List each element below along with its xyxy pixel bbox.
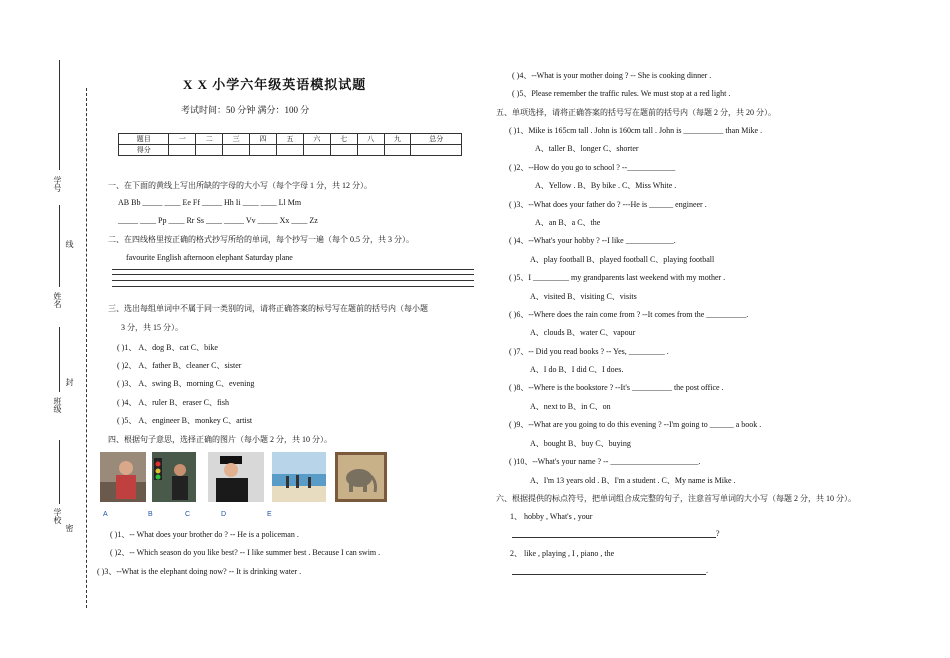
margin-label-student-number: 学号: [53, 176, 62, 192]
section-6-heading: 六、根据提供的标点符号，把单词组合成完整的句子，注意首写单词的大小写（每题 2 分，共 10 分）。: [496, 494, 856, 503]
answer-line[interactable]: [512, 537, 716, 538]
s5-question[interactable]: ( )3、--What does your father do ? ---He is ______ engineer .: [509, 200, 707, 209]
binding-margin-line: [86, 88, 87, 608]
picture-c-policeman: [208, 452, 264, 502]
s5-question[interactable]: ( )6、--Where does the rain come from ? --It comes from the __________.: [509, 310, 749, 319]
margin-label-name: 姓名: [53, 292, 62, 308]
score-row-label: 得分: [119, 145, 169, 156]
picture-b-traffic-light: [152, 452, 196, 502]
score-header-cell: 二: [196, 134, 223, 145]
picture-a-boy: [100, 452, 146, 502]
s3-question[interactable]: ( )3、 A、swing B、morning C、evening: [117, 379, 255, 388]
score-cell[interactable]: [330, 145, 357, 156]
margin-blank-student-number: [59, 60, 60, 170]
score-cell[interactable]: [411, 145, 462, 156]
s4-question[interactable]: ( )2、-- Which season do you like best? -- I like summer best . Because I can swim .: [110, 548, 381, 557]
margin-blank-name: [59, 205, 60, 287]
s5-question[interactable]: ( )7、-- Did you read books ? -- Yes, _________ .: [509, 347, 669, 356]
s4-question[interactable]: ( )4、--What is your mother doing ? -- She is cooking dinner .: [512, 71, 712, 80]
section-3-heading: 三、选出每组单词中不属于同一类别的词，请将正确答案的标号写在题前的括号内（每小题: [108, 304, 428, 313]
margin-blank-class: [59, 327, 60, 392]
s5-question[interactable]: ( )4、--What's your hobby ? --I like ____________.: [509, 236, 676, 245]
s5-question[interactable]: ( )1、Mike is 165cm tall . John is 160cm tall . John is __________ than Mike .: [509, 126, 763, 135]
score-cell[interactable]: [357, 145, 384, 156]
s5-options: A、taller B、longer C、shorter: [535, 144, 639, 153]
score-header-cell: 总分: [411, 134, 462, 145]
score-cell[interactable]: [250, 145, 277, 156]
alphabet-line-1[interactable]: AB Bb _____ ____ Ee Ff _____ Hh Ii ____ ____ Ll Mm: [118, 198, 302, 207]
alphabet-line-2[interactable]: _____ ____ Pp ____ Rr Ss ____ _____ Vv _____ Xx ____ Zz: [118, 216, 318, 225]
s5-options: A、play football B、played football C、playing football: [530, 255, 715, 264]
score-cell[interactable]: [277, 145, 304, 156]
section-4-heading: 四、根据句子意思，选择正确的图片（每小题 2 分，共 10 分）。: [108, 435, 332, 444]
s5-options: A、clouds B、water C、vapour: [530, 328, 636, 337]
score-header-cell: 九: [384, 134, 411, 145]
s5-options: A、next to B、in C、on: [530, 402, 611, 411]
picture-e-elephant: [335, 452, 387, 502]
s4-question[interactable]: ( )5、Please remember the traffic rules. We must stop at a red light .: [512, 89, 731, 98]
s3-question[interactable]: ( )2、 A、father B、cleaner C、sister: [117, 361, 242, 370]
margin-label-school: 学校: [53, 508, 62, 524]
picture-label: D: [221, 511, 227, 518]
answer-end-punctuation: ?: [716, 529, 720, 538]
score-cell[interactable]: [196, 145, 223, 156]
s4-question[interactable]: ( )1、-- What does your brother do ? -- He is a policeman .: [110, 530, 299, 539]
s5-question[interactable]: ( )5、I _________ my grandparents last weekend with my mother .: [509, 273, 726, 282]
margin-label-secret: 密: [65, 524, 74, 532]
page-title: X X 小学六年级英语模拟试题: [183, 77, 367, 92]
s5-question[interactable]: ( )8、--Where is the bookstore ? --It's __________ the post office .: [509, 383, 724, 392]
picture-label: E: [267, 511, 272, 518]
four-line-grid: [112, 286, 474, 287]
s5-options: A、Yellow . B、By bike . C、Miss White .: [535, 181, 677, 190]
margin-blank-school: [59, 440, 60, 504]
score-header-cell: 三: [223, 134, 250, 145]
s5-options: A、bought B、buy C、buying: [530, 439, 631, 448]
s4-question[interactable]: ( )3、--What is the elephant doing now? -- It is drinking water .: [97, 567, 302, 576]
picture-label: C: [185, 511, 191, 518]
score-cell[interactable]: [223, 145, 250, 156]
s6-question: 2、 like , playing , I , piano , the: [510, 549, 615, 558]
score-table: [118, 133, 462, 156]
s5-options: A、visited B、visiting C、visits: [530, 292, 637, 301]
score-header-cell: 八: [357, 134, 384, 145]
copy-words: favourite English afternoon elephant Saturday plane: [126, 253, 293, 262]
score-header-cell: 题目: [119, 134, 169, 145]
score-header-cell: 一: [169, 134, 196, 145]
margin-label-seal: 封: [65, 378, 74, 386]
s5-options: A、I'm 13 years old . B、I'm a student . C、My name is Mike .: [530, 476, 736, 485]
s5-question[interactable]: ( )2、--How do you go to school ? --____________: [509, 163, 676, 172]
s5-question[interactable]: ( )10、--What's your name ? -- ______________________.: [509, 457, 701, 466]
four-line-grid: [112, 274, 474, 275]
margin-label-class: 班级: [53, 397, 62, 413]
s5-options: A、an B、a C、the: [535, 218, 601, 227]
section-5-heading: 五、单项选择，请将正确答案的括号写在题前的括号内（每题 2 分，共 20 分）。: [496, 108, 776, 117]
section-1-heading: 一、在下面的黄线上写出所缺的字母的大小写（每个字母 1 分，共 12 分）。: [108, 181, 372, 190]
section-3-heading-cont: 3 分，共 15 分）。: [121, 323, 183, 332]
four-line-grid: [112, 280, 474, 281]
s3-question[interactable]: ( )1、 A、dog B、cat C、bike: [117, 343, 218, 352]
section-2-heading: 二、在四线格里按正确的格式抄写所给的单词，每个抄写一遍（每个 0.5 分，共 3 分）。: [108, 235, 414, 244]
score-cell[interactable]: [384, 145, 411, 156]
picture-label: B: [148, 511, 153, 518]
score-header-cell: 六: [303, 134, 330, 145]
s3-question[interactable]: ( )4、 A、ruler B、eraser C、fish: [117, 398, 229, 407]
s5-options: A、I do B、I did C、I does.: [530, 365, 624, 374]
s3-question[interactable]: ( )5、 A、engineer B、monkey C、artist: [117, 416, 253, 425]
four-line-grid: [112, 269, 474, 270]
s6-question: 1、 hobby , What's , your: [510, 512, 593, 521]
score-header-cell: 七: [330, 134, 357, 145]
score-header-cell: 五: [277, 134, 304, 145]
score-cell[interactable]: [169, 145, 196, 156]
answer-line[interactable]: [512, 574, 706, 575]
score-header-cell: 四: [250, 134, 277, 145]
picture-d-beach: [272, 452, 326, 502]
exam-info: 考试时间：50 分钟 满分：100 分: [181, 105, 310, 115]
score-cell[interactable]: [303, 145, 330, 156]
s5-question[interactable]: ( )9、--What are you going to do this evening ? --I'm going to ______ a book .: [509, 420, 762, 429]
margin-label-line: 线: [65, 240, 74, 248]
answer-end-punctuation: .: [706, 566, 708, 575]
picture-label: A: [103, 511, 108, 518]
